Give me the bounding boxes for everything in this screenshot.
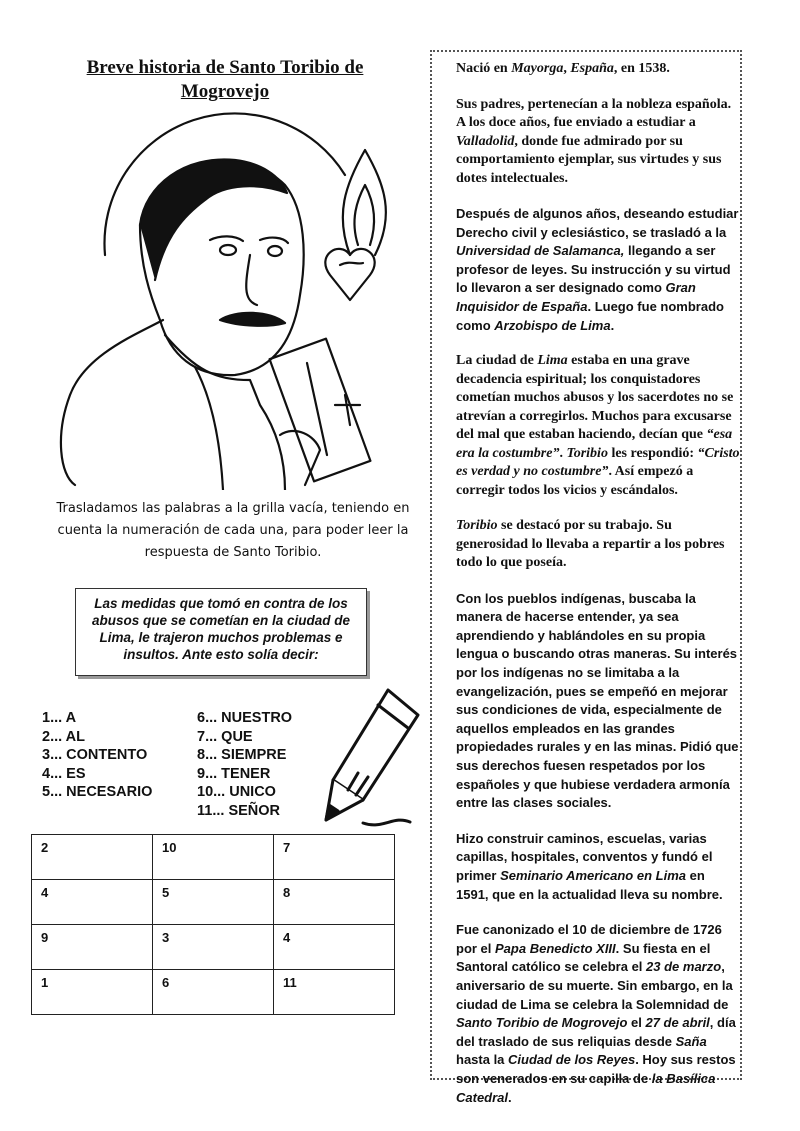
text-run: . bbox=[559, 445, 567, 461]
word-item: 4... ES bbox=[42, 765, 86, 782]
history-paragraph bbox=[456, 921, 740, 1107]
history-paragraph bbox=[456, 352, 740, 500]
text-run: . Luego fue nombrado como bbox=[456, 298, 724, 333]
pencil-icon bbox=[318, 685, 423, 835]
word-item: 6... NUESTRO bbox=[197, 710, 293, 726]
emphasized-text: Arzobispo de Lima bbox=[494, 317, 611, 333]
text-run: en 1591, que en la actualidad lleva su nombre. bbox=[456, 867, 723, 902]
text-run: , bbox=[563, 61, 571, 76]
emphasized-text: Lima bbox=[537, 353, 568, 369]
text-run: les respondió: bbox=[607, 445, 698, 461]
grid-cell[interactable]: 4 bbox=[274, 925, 395, 970]
text-run: hasta la bbox=[456, 1052, 509, 1068]
grid-cell[interactable]: 3 bbox=[153, 925, 274, 970]
grid-cell[interactable]: 1 bbox=[32, 970, 153, 1015]
word-item: 11... SEÑOR bbox=[197, 802, 281, 819]
emphasized-text: España bbox=[570, 61, 614, 76]
grid-row bbox=[32, 835, 395, 880]
history-paragraph bbox=[456, 517, 740, 573]
emphasized-text: “esa era la costumbre” bbox=[456, 427, 733, 461]
text-run: , donde fue admirado por su comportamiento ejemplar, sus virtudes y sus dotes intelectuales. bbox=[456, 133, 722, 186]
page-title: Breve historia de Santo Toribio de Mogrovejo bbox=[86, 57, 364, 102]
emphasized-text: la Basílica Catedral bbox=[456, 1070, 716, 1105]
word-list-right bbox=[197, 709, 292, 820]
text-run: se destacó por su trabajo. Su generosidad lo llevaba a repartir a los pobres todo lo que poseía. bbox=[456, 518, 725, 571]
word-item: 10... UNICO bbox=[197, 784, 276, 800]
text-run: el bbox=[627, 1015, 646, 1031]
grid-cell[interactable]: 6 bbox=[153, 970, 274, 1015]
quote-note-box: Las medidas que tomó en contra de los abusos que se cometían en la ciudad de Lima, le trajeron muchos problemas e insultos. Ante esto solía decir: bbox=[75, 588, 367, 676]
grid-cell[interactable]: 11 bbox=[274, 970, 395, 1015]
history-paragraph bbox=[456, 60, 740, 79]
text-run: . bbox=[610, 317, 615, 333]
text-run: . bbox=[508, 1089, 512, 1105]
text-run: . Su fiesta en el Santoral católico se celebra el bbox=[456, 940, 711, 975]
grid-cell[interactable]: 5 bbox=[153, 880, 274, 925]
word-item: 5... NECESARIO bbox=[42, 784, 153, 800]
emphasized-text: Gran Inquisidor de España bbox=[456, 280, 696, 314]
text-run: , en 1538. bbox=[613, 61, 670, 76]
word-item: 9... TENER bbox=[197, 765, 271, 782]
grid-cell[interactable]: 9 bbox=[32, 925, 153, 970]
instructions-text: Trasladamos las palabras a la grilla vacía, teniendo en cuenta la numeración de cada una, para poder leer la respuesta de Santo Toribio. bbox=[56, 501, 410, 560]
text-run: Sus padres, pertenecían a la nobleza española. A los doce años, fue enviado a estudiar a bbox=[456, 96, 732, 130]
grid-cell[interactable]: 8 bbox=[274, 880, 395, 925]
emphasized-text: Valladolid bbox=[456, 133, 515, 149]
emphasized-text: 27 de abril bbox=[645, 1015, 710, 1031]
text-run: Fue canonizado el 10 de diciembre de 1726 por el bbox=[456, 922, 722, 956]
history-paragraph bbox=[456, 590, 740, 813]
word-list-left bbox=[42, 709, 152, 802]
history-text-panel bbox=[430, 50, 742, 1105]
grid-row bbox=[32, 925, 395, 970]
word-item: 1... A bbox=[42, 710, 77, 726]
emphasized-text: Santo Toribio de Mogrovejo bbox=[456, 1015, 628, 1031]
saint-portrait-illustration bbox=[45, 105, 420, 490]
word-item: 2... AL bbox=[42, 728, 85, 745]
emphasized-text: Universidad de Salamanca, bbox=[456, 243, 625, 259]
word-item: 8... SIEMPRE bbox=[197, 747, 287, 763]
grid-cell[interactable]: 2 bbox=[32, 835, 153, 880]
emphasized-text: Ciudad de los Reyes bbox=[508, 1052, 636, 1068]
answer-grid bbox=[31, 834, 395, 1015]
text-run: , aniversario de su muerte. Sin embargo, en la ciudad de Lima se celebra la Solemnidad de bbox=[456, 959, 733, 1012]
text-run: Con los pueblos indígenas, buscaba la manera de hacerse entender, ya sea aprendiendo y hablándoles en su propia lengua o buscando otras maneras. Su interés por los indígenas no se limitaba a la evangelización, pues se empeñó en mejorar sus condiciones de vida, especialmente de aquellos empleados en las grandes propiedades rurales y en las minas. Pidió que sus derechos fuesen respetados por los españoles y que hubiese verdadera armonía entre las clases sociales. bbox=[456, 590, 739, 811]
emphasized-text: Mayorga bbox=[511, 61, 564, 76]
text-run: estaba en una grave decadencia espiritual; los conquistadores cometían muchos abusos y los sacerdotes no se atrevían a corregirlos. Muchos para excusarse del mal que estaban haciendo, decían que bbox=[456, 353, 734, 443]
history-paragraph bbox=[456, 96, 740, 189]
text-run: llegando a ser profesor de leyes. Su instrucción y su virtud lo llevaron a ser designado como bbox=[456, 243, 731, 296]
grid-row bbox=[32, 880, 395, 925]
emphasized-text: Seminario Americano en Lima bbox=[500, 867, 686, 883]
text-run: Después de algunos años, deseando estudiar Derecho civil y eclesiástico, se trasladó a la bbox=[456, 206, 739, 240]
text-run: Nació en bbox=[456, 61, 512, 76]
emphasized-text: Toribio bbox=[566, 445, 608, 461]
text-run: . Así empezó a corregir todos los vicios y escándalos. bbox=[456, 464, 694, 498]
text-run: , día del traslado de sus reliquias desde bbox=[456, 1015, 736, 1049]
grid-cell[interactable]: 10 bbox=[153, 835, 274, 880]
grid-cell[interactable]: 4 bbox=[32, 880, 153, 925]
text-run: La ciudad de bbox=[456, 353, 538, 369]
text-run: . Hoy sus restos son venerados en su capilla de bbox=[456, 1052, 736, 1086]
history-paragraph bbox=[456, 205, 740, 335]
grid-row bbox=[32, 970, 395, 1015]
word-item: 7... QUE bbox=[197, 728, 253, 745]
grid-cell[interactable]: 7 bbox=[274, 835, 395, 880]
history-paragraph bbox=[456, 830, 740, 904]
emphasized-text: 23 de marzo bbox=[646, 959, 722, 975]
word-item: 3... CONTENTO bbox=[42, 747, 148, 763]
emphasized-text: Toribio bbox=[456, 518, 498, 534]
emphasized-text: Papa Benedicto XIII bbox=[495, 940, 616, 956]
text-run: Hizo construir caminos, escuelas, varias capillas, hospitales, conventos y fundó el primer bbox=[456, 830, 713, 883]
emphasized-text: “Cristo es verdad y no costumbre” bbox=[456, 445, 740, 480]
emphasized-text: Saña bbox=[675, 1033, 707, 1049]
